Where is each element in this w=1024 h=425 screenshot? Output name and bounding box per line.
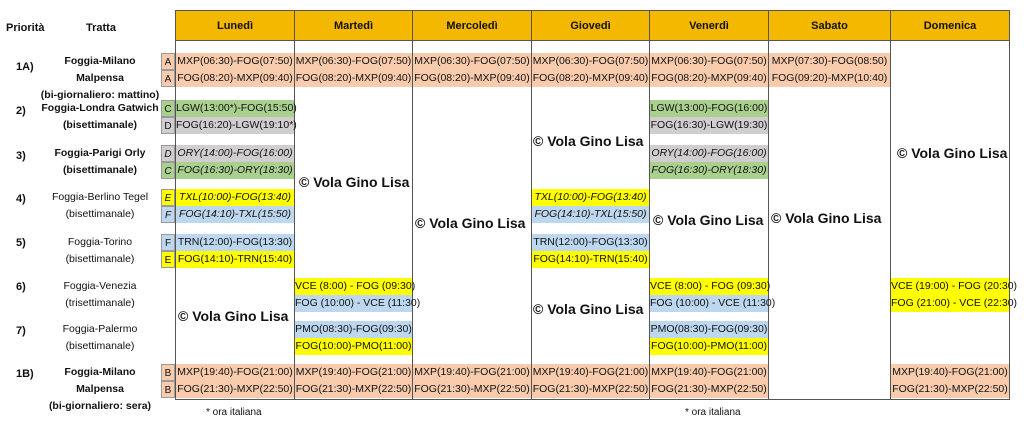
flight-cell: FOG(14:10)-TXL(15:50) <box>532 206 649 223</box>
flight-cell: MXP(06:30)-FOG(07:50) <box>413 53 531 70</box>
footnote: * ora italiana <box>206 407 262 418</box>
route-name: Foggia-Milano Malpensa <box>64 366 136 395</box>
route-name: Foggia-Milano Malpensa <box>64 55 136 84</box>
flight-cell: FOG(08:20)-MXP(09:40) <box>413 70 531 87</box>
code-letter: E <box>161 189 175 206</box>
flight-cell: TRN(12:00)-FOG(13:30) <box>176 234 294 251</box>
flight-cell: TXL(10:00)-FOG(13:40) <box>176 189 294 206</box>
priority-1b: 1B) <box>16 368 34 380</box>
code-letter: A <box>161 70 175 87</box>
flight-cell: FOG(08:20)-MXP(09:40) <box>295 70 412 87</box>
code-letter: F <box>161 234 175 251</box>
flight-cell: FOG(14:10)-TRN(15:40) <box>176 251 294 268</box>
flight-cell: FOG(14:10)-TXL(15:50) <box>176 206 294 223</box>
flight-cell: FOG(21:30)-MXP(22:50) <box>176 381 294 398</box>
flight-cell: FOG(10:00)-PMO(11:00) <box>650 338 768 355</box>
flight-cell: LGW(13:00*)-FOG(15:50) <box>176 100 294 117</box>
flight-cell: FOG (21:00) - VCE (22:30) <box>891 295 1009 312</box>
route-londra <box>40 100 160 134</box>
watermark: © Vola Gino Lisa <box>533 133 644 149</box>
flight-cell: TXL(10:00)-FOG(13:40) <box>532 189 649 206</box>
code-letter: E <box>161 251 175 268</box>
watermark: © Vola Gino Lisa <box>299 174 410 190</box>
route-frequency: (bi-giornaliero: sera) <box>48 400 152 412</box>
route-frequency: (trisettimanale) <box>65 297 135 309</box>
priority-1a: 1A) <box>16 61 34 73</box>
watermark: © Vola Gino Lisa <box>653 212 764 228</box>
day-header-saturday: Sabato <box>768 10 891 41</box>
code-letter: C <box>161 100 175 117</box>
flight-cell: MXP(19:40)-FOG(21:00) <box>650 364 768 381</box>
route-venezia <box>40 278 160 312</box>
route-name: Foggia-Londra Gatwich <box>41 102 159 114</box>
route-frequency: (bisettimanale) <box>65 340 135 352</box>
flight-cell: FOG (10:00) - VCE (11:30) <box>295 295 412 312</box>
flight-cell: FOG(10:00)-PMO(11:00) <box>295 338 412 355</box>
flight-cell: FOG(16:30)-LGW(19:30) <box>650 117 768 134</box>
flight-cell: FOG (10:00) - VCE (11:30) <box>650 295 768 312</box>
flight-cell: MXP(19:40)-FOG(21:00) <box>295 364 412 381</box>
flight-cell: FOG(21:30)-MXP(22:50) <box>413 381 531 398</box>
route-name: Foggia-Venezia <box>63 280 137 292</box>
route-frequency: (bisettimanale) <box>62 119 138 131</box>
flight-cell: MXP(19:40)-FOG(21:00) <box>891 364 1009 381</box>
code-letter: D <box>161 145 175 162</box>
route-palermo <box>40 321 160 355</box>
day-header-wednesday: Mercoledì <box>412 10 532 41</box>
flight-cell: FOG(21:30)-MXP(22:50) <box>295 381 412 398</box>
day-header-thursday: Giovedì <box>531 10 650 41</box>
flight-cell: MXP(06:30)-FOG(07:50) <box>295 53 412 70</box>
route-milano-evening <box>40 364 160 415</box>
watermark: © Vola Gino Lisa <box>771 210 882 226</box>
flight-cell: TRN(12:00)-FOG(13:30) <box>532 234 649 251</box>
route-torino <box>40 234 160 268</box>
route-frequency: (bisettimanale) <box>65 208 135 220</box>
flight-cell: MXP(06:30)-FOG(07:50) <box>532 53 649 70</box>
flight-cell: MXP(06:30)-FOG(07:50) <box>650 53 768 70</box>
day-header-monday: Lunedì <box>175 10 295 41</box>
route-name: Foggia-Parigi Orly <box>54 147 146 159</box>
watermark: © Vola Gino Lisa <box>533 301 644 317</box>
footnote: * ora italiana <box>685 407 741 418</box>
flight-cell: PMO(08:30)-FOG(09:30) <box>650 321 768 338</box>
priority-2: 2) <box>16 105 26 117</box>
flight-cell: VCE (19:00) - FOG (20:30) <box>891 278 1009 295</box>
code-letter: B <box>161 381 175 398</box>
watermark: © Vola Gino Lisa <box>415 215 526 231</box>
flight-cell: FOG(21:30)-MXP(22:50) <box>650 381 768 398</box>
column-sunday <box>890 41 1010 400</box>
flight-cell: MXP(19:40)-FOG(21:00) <box>176 364 294 381</box>
flight-cell: MXP(06:30)-FOG(07:50) <box>176 53 294 70</box>
flight-cell: FOG(08:20)-MXP(09:40) <box>650 70 768 87</box>
route-name: Foggia-Torino <box>67 236 133 248</box>
flight-cell: FOG(16:20)-LGW(19:10*) <box>176 117 294 134</box>
flight-cell: MXP(19:40)-FOG(21:00) <box>532 364 649 381</box>
day-header-sunday: Domenica <box>890 10 1010 41</box>
flight-cell: FOG(16:30)-ORY(18:30) <box>176 162 294 179</box>
flight-cell: FOG(08:20)-MXP(09:40) <box>176 70 294 87</box>
route-berlino <box>40 189 160 223</box>
flight-cell: FOG(14:10)-TRN(15:40) <box>532 251 649 268</box>
route-header: Tratta <box>86 22 116 34</box>
flight-cell: ORY(14:00)-FOG(16:00) <box>176 145 294 162</box>
code-letter: F <box>161 206 175 223</box>
route-frequency: (bisettimanale) <box>65 253 135 265</box>
code-letter: D <box>161 117 175 134</box>
watermark: © Vola Gino Lisa <box>178 308 289 324</box>
priority-4: 4) <box>16 193 26 205</box>
code-letter: A <box>161 53 175 70</box>
priority-header: Priorità <box>6 22 45 34</box>
route-frequency: (bisettimanale) <box>62 164 138 176</box>
priority-6: 6) <box>16 281 26 293</box>
day-header-friday: Venerdì <box>649 10 769 41</box>
flight-cell: VCE (8:00) - FOG (09:30) <box>295 278 412 295</box>
flight-cell: FOG(21:30)-MXP(22:50) <box>891 381 1009 398</box>
flight-cell: MXP(19:40)-FOG(21:00) <box>413 364 531 381</box>
flight-cell: FOG(21:30)-MXP(22:50) <box>532 381 649 398</box>
priority-7: 7) <box>16 325 26 337</box>
route-parigi <box>40 145 160 179</box>
flight-cell: ORY(14:00)-FOG(16:00) <box>650 145 768 162</box>
priority-5: 5) <box>16 237 26 249</box>
flight-cell: FOG(16:30)-ORY(18:30) <box>650 162 768 179</box>
flight-cell: LGW(13:00)-FOG(16:00) <box>650 100 768 117</box>
flight-cell: FOG(09:20)-MXP(10:40) <box>769 70 890 87</box>
route-milano-morning <box>40 53 160 104</box>
flight-cell: PMO(08:30)-FOG(09:30) <box>295 321 412 338</box>
day-header-tuesday: Martedì <box>294 10 413 41</box>
flight-cell: MXP(07:30)-FOG(08:50) <box>769 53 890 70</box>
flight-cell: FOG(08:20)-MXP(09:40) <box>532 70 649 87</box>
watermark: © Vola Gino Lisa <box>897 145 1008 161</box>
priority-3: 3) <box>16 150 26 162</box>
code-letter: B <box>161 364 175 381</box>
route-name: Foggia-Palermo <box>62 323 138 335</box>
route-name: Foggia-Berlino Tegel <box>51 191 149 203</box>
route-frequency: (bi-giornaliero: mattino) <box>40 89 160 101</box>
code-letter: C <box>161 162 175 179</box>
flight-cell: VCE (8:00) - FOG (09:30) <box>650 278 768 295</box>
